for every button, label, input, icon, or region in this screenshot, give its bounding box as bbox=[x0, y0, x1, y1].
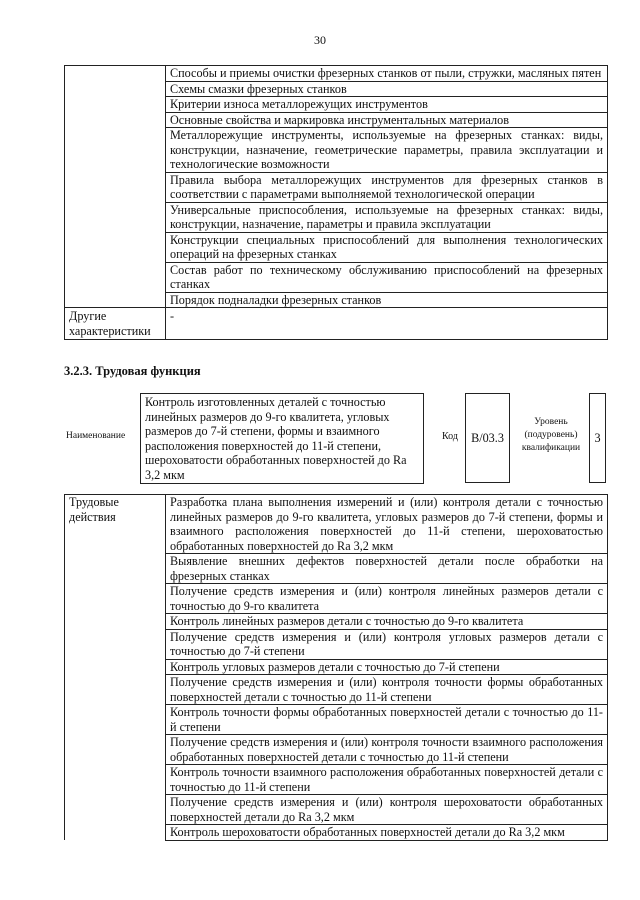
labor-action-item: Контроль линейных размеров детали с точностью до 9-го квалитета bbox=[166, 614, 608, 630]
labor-action-item: Получение средств измерения и (или) контроля линейных размеров детали с точностью до 9-го квалитета bbox=[166, 584, 608, 614]
labor-action-item: Контроль шероховатости обработанных поверхностей детали до Ra 3,2 мкм bbox=[166, 825, 608, 841]
qualification-level-label: Уровень (подуровень) квалификации bbox=[521, 417, 581, 453]
knowledge-item: Порядок подналадки фрезерных станков bbox=[166, 292, 608, 308]
knowledge-table bbox=[64, 65, 608, 340]
function-name: Контроль изготовленных деталей с точностью линейных размеров до 9-го квалитета, угловых размеров до 7-й степени, формы и взаимного расположения поверхностей до 11-й степени, шероховатости обработанных поверхностей до Ra 3,2 мкм bbox=[140, 393, 424, 484]
code-label: Код bbox=[442, 431, 458, 442]
labor-action-item: Контроль угловых размеров детали с точностью до 7-й степени bbox=[166, 659, 608, 675]
knowledge-item: Состав работ по техническому обслуживанию приспособлений на фрезерных станках bbox=[166, 262, 608, 292]
other-characteristics-label: Другие характеристики bbox=[65, 308, 166, 340]
labor-action-item: Получение средств измерения и (или) контроля шероховатости обработанных поверхностей детали до Ra 3,2 мкм bbox=[166, 795, 608, 825]
page-number: 30 bbox=[314, 33, 326, 47]
labor-actions-table bbox=[64, 494, 608, 841]
code-value: B/03.3 bbox=[465, 393, 510, 483]
qualification-level-value: 3 bbox=[589, 393, 606, 483]
labor-action-item: Получение средств измерения и (или) контроля точности взаимного расположения обработанных поверхностей детали с точностью до 11-й степени bbox=[166, 735, 608, 765]
knowledge-item: Универсальные приспособления, используемые на фрезерных станках: виды, конструкции, назначение, параметры и правила эксплуатации bbox=[166, 202, 608, 232]
section-heading: 3.2.3. Трудовая функция bbox=[64, 364, 201, 378]
knowledge-label-cell bbox=[65, 66, 166, 308]
labor-action-item: Получение средств измерения и (или) контроля угловых размеров детали с точностью до 7-й степени bbox=[166, 629, 608, 659]
labor-action-item: Получение средств измерения и (или) контроля точности формы обработанных поверхностей детали с точностью до 11-й степени bbox=[166, 675, 608, 705]
knowledge-item: Конструкции специальных приспособлений для выполнения технологических операций на фрезерных станках bbox=[166, 232, 608, 262]
other-characteristics-value: - bbox=[166, 308, 608, 340]
labor-action-item: Контроль точности взаимного расположения обработанных поверхностей детали с точностью до 11-й степени bbox=[166, 765, 608, 795]
labor-action-item: Разработка плана выполнения измерений и (или) контроля детали с точностью линейных размеров до 9-го квалитета, угловых размеров до 7-й степени, формы и взаимного расположения поверхностей до 11-й степени, шероховатостью обработанных поверхностей до Ra 3,2 мкм bbox=[166, 495, 608, 554]
knowledge-item: Правила выбора металлорежущих инструментов для фрезерных станков в соответствии с параметрами выполняемой технологической операции bbox=[166, 172, 608, 202]
knowledge-item: Критерии износа металлорежущих инструментов bbox=[166, 97, 608, 113]
knowledge-item: Основные свойства и маркировка инструментальных материалов bbox=[166, 112, 608, 128]
labor-action-item: Контроль точности формы обработанных поверхностей детали с точностью до 11-й степени bbox=[166, 705, 608, 735]
labor-actions-label: Трудовые действия bbox=[65, 495, 166, 841]
knowledge-item: Металлорежущие инструменты, используемые на фрезерных станках: виды, конструкции, назначение, геометрические параметры, правила эксплуатации и технологические возможности bbox=[166, 128, 608, 173]
knowledge-item: Схемы смазки фрезерных станков bbox=[166, 81, 608, 97]
labor-action-item: Выявление внешних дефектов поверхностей детали после обработки на фрезерных станках bbox=[166, 554, 608, 584]
knowledge-item: Способы и приемы очистки фрезерных станков от пыли, стружки, масляных пятен bbox=[166, 66, 608, 82]
name-label: Наименование bbox=[66, 431, 126, 441]
